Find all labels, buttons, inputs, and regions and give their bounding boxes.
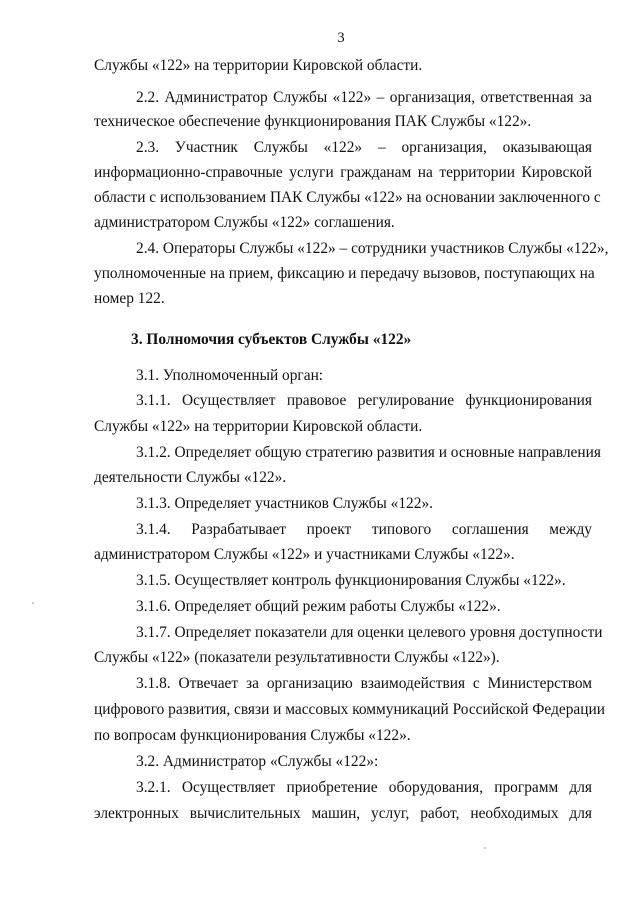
- paragraph-3-1-6-line: 3.1.6. Определяет общий режим работы Службы «122».: [136, 598, 501, 615]
- paragraph-2-3-line: 2.3. Участник Службы «122» – организация, оказывающая: [136, 139, 592, 156]
- paragraph-3-1-1-line: 3.1.1. Осуществляет правовое регулирование функционирования: [136, 392, 592, 409]
- text-line: Службы «122» на территории Кировской области.: [94, 57, 423, 74]
- text-line: номер 122.: [94, 290, 165, 307]
- paragraph-2-2-line: 2.2. Администратор Службы «122» – организация, ответственная за: [136, 89, 592, 106]
- paragraph-3-1-line: 3.1. Уполномоченный орган:: [136, 367, 324, 384]
- paragraph-3-1-5-line: 3.1.5. Осуществляет контроль функционирования Службы «122».: [136, 572, 566, 589]
- text-line: цифрового развития, связи и массовых коммуникаций Российской Федерации: [94, 701, 605, 718]
- text-line: Службы «122» (показатели результативности Службы «122»).: [94, 649, 500, 666]
- paragraph-3-1-4-line: 3.1.4. Разрабатывает проект типового соглашения между: [136, 521, 592, 538]
- paragraph-3-1-3-line: 3.1.3. Определяет участников Службы «122».: [136, 495, 433, 512]
- text-line: уполномоченные на прием, фиксацию и передачу вызовов, поступающих на: [94, 265, 595, 282]
- paragraph-3-1-2-line: 3.1.2. Определяет общую стратегию развития и основные направления: [136, 444, 601, 461]
- text-line: информационно-справочные услуги гражданам на территории Кировской: [94, 164, 592, 181]
- paragraph-3-1-8-line: 3.1.8. Отвечает за организацию взаимодействия с Министерством: [136, 675, 592, 692]
- text-line: администратором Службы «122» соглашения.: [94, 214, 395, 231]
- paragraph-3-2-1-line: 3.2.1. Осуществляет приобретение оборудования, программ для: [136, 779, 592, 796]
- text-line: деятельности Службы «122».: [94, 469, 287, 486]
- scan-speck: [32, 602, 34, 604]
- paragraph-2-4-line: 2.4. Операторы Службы «122» – сотрудники участников Службы «122»,: [136, 240, 609, 257]
- text-line: администратором Службы «122» и участниками Службы «122».: [94, 546, 515, 563]
- section-heading: 3. Полномочия субъектов Службы «122»: [131, 331, 412, 348]
- text-line: области с использованием ПАК Службы «122» на основании заключенного с: [94, 189, 601, 206]
- text-line: Службы «122» на территории Кировской области.: [94, 418, 423, 435]
- page-number: 3: [337, 30, 345, 46]
- text-line: по вопросам функционирования Службы «122».: [94, 727, 411, 744]
- paragraph-3-2-line: 3.2. Администратор «Службы «122»:: [136, 753, 379, 770]
- scan-speck: [484, 847, 486, 849]
- text-line: техническое обеспечение функционирования ПАК Службы «122».: [94, 113, 532, 130]
- paragraph-3-1-7-line: 3.1.7. Определяет показатели для оценки целевого уровня доступности: [136, 624, 603, 641]
- text-line: электронных вычислительных машин, услуг, работ, необходимых для: [94, 805, 592, 822]
